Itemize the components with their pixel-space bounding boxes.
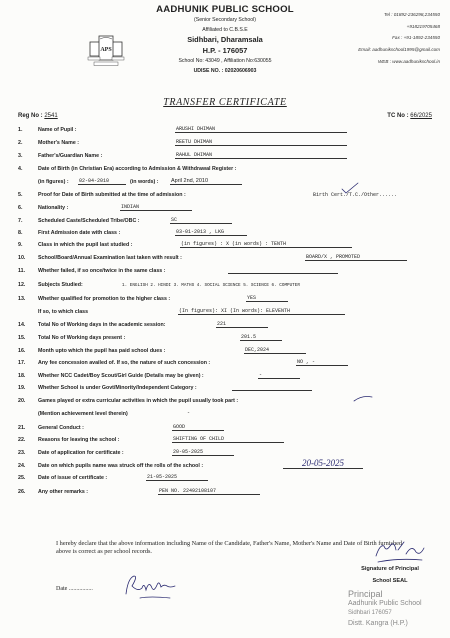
label-mother-name: Mother's Name : [38,140,79,146]
udise-number: UDISE NO. : 02020606903 [193,68,257,74]
label-nationality: Nationality : [38,205,69,211]
item-number: 16. [18,348,26,354]
item-number: 17. [18,360,26,366]
label-promotion-class: If so, to which class [38,309,89,315]
label-dob-words: (in words) : [130,179,159,185]
signature-icon [122,570,184,604]
item-number: 4. [18,166,23,172]
label-application-date: Date of application for certificate : [38,450,124,456]
label-dob-figures: (in figures) : [38,179,69,185]
item-number: 3. [18,153,23,159]
label-last-exam: School/Board/Annual Examination last taken with result : [38,255,182,261]
item-number: 21. [18,425,26,431]
value-achievement-level: - [187,410,191,416]
value-nationality: INDIAN [120,204,192,211]
label-failed-status: Whether failed, if so once/twice in the same class : [38,268,166,274]
label-ncc-scout: Whether NCC Cadet/Boy Scout/Girl Guide (Details may be given) : [38,373,204,379]
value-subjects: 1. ENGLISH 2. HINDI 3. MATHS 4. SOCIAL SCIENCE 5. SCIENCE 6. COMPUTER [122,283,300,288]
label-other-remarks: Any other remarks : [38,489,89,495]
label-games-activities: Games played or extra curricular activities in which the pupil usually took part : [38,398,239,404]
item-number: 11. [18,268,26,274]
contact-fax: Fax : +91-1892-234550 [392,35,440,40]
affiliation: Affiliated to C.B.S.E [202,27,248,33]
school-address: Sidhbari, Dharamsala [187,35,263,44]
value-working-days: 221 [216,321,268,328]
value-issue-date: 21-05-2025 [146,474,208,481]
tick-mark-icon [340,182,362,196]
label-last-class: Class in which the pupil last studied : [38,242,133,248]
item-number: 20. [18,398,26,404]
school-name: AADHUNIK PUBLIC SCHOOL [156,4,294,15]
item-number: 2. [18,140,23,146]
value-struck-off-date: 20-05-2025 [283,458,363,469]
value-other-remarks: PEN NO. 22492108107 [158,488,260,495]
document-title: TRANSFER CERTIFICATE [163,97,287,108]
label-dob-proof: Proof for Date of Birth submitted at the time of admission : [38,192,186,198]
label-issue-date: Date of issue of certificate : [38,475,108,481]
item-number: 15. [18,335,26,341]
value-general-conduct: GOOD [172,424,224,431]
item-number: 9. [18,242,23,248]
label-days-present: Total No of Working days present : [38,335,126,341]
item-number: 12. [18,282,26,288]
value-father-name: RAHUL DHIMAN [175,152,347,159]
seal-label: School SEAL [372,578,408,584]
contact-web: WEB : www.aadhunikschool.in [377,59,440,64]
item-number: 6. [18,205,23,211]
contact-tel: Tel : 01892-236298,234550 [383,12,440,17]
value-qualified-promotion: YES [246,295,288,302]
value-days-present: 201.5 [240,334,282,341]
value-dob-words: April 2nd, 2010 [170,178,242,185]
value-first-admission: 03-01-2013 , LKG [175,229,247,236]
item-number: 24. [18,463,26,469]
contact-mobile: +918219705468 [406,24,440,29]
stamp-district: Distt. Kangra (H.P.) [348,620,408,627]
value-fee-concession: NO , - [296,359,348,366]
label-leaving-reason: Reasons for leaving the school : [38,437,120,443]
label-general-conduct: General Conduct : [38,425,84,431]
school-number: School No: 43049 , Affiliation No:630055 [178,58,272,64]
item-number: 1. [18,127,23,133]
logo-text: APS [100,47,112,53]
item-number: 25. [18,475,26,481]
value-last-class: (in figures) : X (in words) : TENTH [180,241,352,248]
item-number: 26. [18,489,26,495]
item-number: 22. [18,437,26,443]
stamp-place: Sidhbari 176057 [348,610,392,616]
item-number: 7. [18,218,23,224]
label-date-of-birth: Date of Birth (in Christian Era) according to Admission & Withdrawal Register : [38,166,237,172]
pen-stroke-icon [352,394,374,404]
item-number: 10. [18,255,26,261]
value-caste-category: SC [170,217,232,224]
label-struck-off-date: Date on which pupils name was struck off the rolls of the school : [38,463,204,469]
tc-value: 66/2025 [410,113,432,119]
label-caste-category: Scheduled Caste/Scheduled Tribe/OBC : [38,218,140,224]
item-number: 23. [18,450,26,456]
value-ncc-scout: - [258,372,300,379]
item-number: 18. [18,373,26,379]
school-type: (Senior Secondary School) [194,17,256,23]
value-promotion-class: (In figures): XI (In words): ELEVENTH [178,308,345,315]
label-working-days: Total No of Working days in the academic session: [38,322,166,328]
label-dues-paid: Month upto which the pupil has paid school dues : [38,348,166,354]
value-pupil-name: ARUSHI DHIMAN [175,126,347,133]
contact-email: Email: aadhunikschool1995@gmail.com [358,47,440,52]
label-pupil-name: Name of Pupil : [38,127,77,133]
label-achievement-level: (Mention achievement level therein) [38,411,128,417]
value-leaving-reason: SHIFTING OF CHILD [172,436,284,443]
item-number: 19. [18,385,26,391]
item-number: 8. [18,230,23,236]
signature-label: Signature of Principal [361,566,419,572]
value-dob-proof: Birth Cert./T.C./Other...... [313,192,398,198]
item-number: 5. [18,192,23,198]
label-father-name: Father's/Guardian Name : [38,153,103,159]
tc-number: TC No : 66/2025 [387,113,432,119]
school-logo-icon [87,33,125,67]
value-dues-paid: DEC,2024 [244,347,306,354]
registration-value: 2541 [44,113,58,119]
stamp-school: Aadhunik Public School [348,600,422,607]
principal-initials-icon [370,536,430,566]
school-state: H.P. - 176057 [202,46,248,55]
declaration-text: I hereby declare that the above information including Name of the Candidate, Father's Name, Mother's Name and Date of Birth furnished above is correct as per school records. [56,540,403,556]
label-qualified-promotion: Whether qualified for promotion to the higher class : [38,296,171,302]
registration-number: Reg No : 2541 [18,113,58,119]
label-subjects: Subjects Studied: [38,282,83,288]
value-last-exam: BOARD/X , PROMOTED [305,254,407,261]
label-school-category: Whether School is under Govt/Minority/Independent Category : [38,385,197,391]
item-number: 13. [18,296,26,302]
value-dob-figures: 02-04-2010 [78,178,126,185]
label-fee-concession: Any fee concession availed of. If so, the nature of such concession : [38,360,211,366]
value-mother-name: REETU DHIMAN [175,139,347,146]
blank-line [232,390,312,391]
stamp-title: Principal [348,589,383,599]
date-label: Date ................ [56,586,93,592]
item-number: 14. [18,322,26,328]
label-first-admission: First Admission date with class : [38,230,121,236]
value-application-date: 20-05-2025 [172,449,234,456]
blank-line [228,273,338,274]
